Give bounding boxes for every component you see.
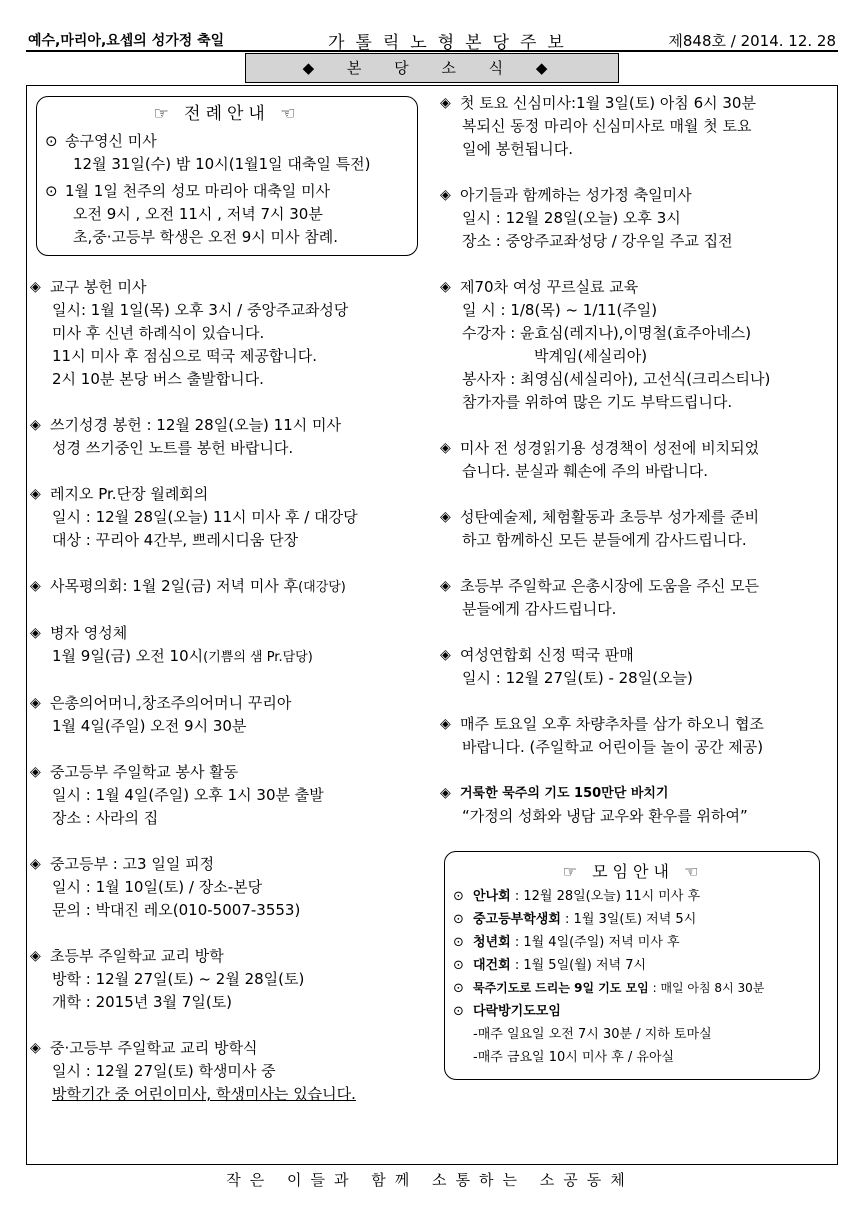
page-footer: 작은 이들과 함께 소통하는 소공동체: [226, 1171, 634, 1189]
notice-section: ◈ 병자 영성체 1월 9일(금) 오전 10시(기쁨의 샘 Pr.담당): [30, 624, 313, 665]
notice-section: ◈ 미사 전 성경읽기용 성경책이 성전에 비치되었 습니다. 분실과 훼손에 주의 바랍니다.: [440, 439, 760, 480]
notice-item: ⊙ 송구영신 미사 12월 31일(수) 밤 10시(1월1일 대축일 특전): [45, 132, 371, 173]
meeting-sub-line: -매주 일요일 오전 7시 30분 / 지하 토마실: [473, 1027, 712, 1042]
page-header: [28, 30, 836, 53]
meeting-item: ⊙ 대건회 : 1월 5일(월) 저녁 7시: [453, 954, 813, 977]
notice-section: ◈ 사목평의회: 1월 2일(금) 저녁 미사 후(대강당): [30, 575, 428, 599]
meeting-item: ⊙ 안나회 : 12월 28일(오늘) 11시 미사 후: [453, 885, 813, 908]
notice-item: ⊙ 1월 1일 천주의 성모 마리아 대축일 미사 오전 9시 , 오전 11시 , 저녁 7시 30분 초,중·고등부 학생은 오전 9시 미사 참례.: [45, 182, 339, 246]
notice-section: ◈ 레지오 Pr.단장 월례회의 일시 : 12월 28일(오늘) 11시 미사 후 / 대강당 대상 : 꾸리아 4간부, 쁘레시디움 단장: [30, 485, 358, 549]
notice-section: ◈ 초등부 주일학교 은총시장에 도움을 주신 모든 분들에게 감사드립니다.: [440, 577, 760, 618]
diamond-bullet-icon: ◈: [30, 417, 41, 433]
diamond-bullet-icon: ◈: [30, 625, 41, 641]
diamond-bullet-icon: ◈: [30, 578, 41, 594]
meeting-notice-box: [444, 851, 820, 1080]
issue-number: 제848호 / 2014. 12. 28: [668, 32, 836, 50]
right-column: [440, 92, 832, 1080]
circle-dot-icon: ⊙: [45, 182, 58, 200]
diamond-bullet-icon: ◈: [30, 1040, 41, 1056]
notice-section: ◈ 중고등부 주일학교 봉사 활동 일시 : 1월 4일(주일) 오후 1시 30분 출발 장소 : 사라의 집: [30, 763, 324, 827]
notice-section: ◈ 은총의어머니,창조주의어머니 꾸리아 1월 4일(주일) 오전 9시 30분: [30, 694, 292, 735]
notice-section: ◈ 초등부 주일학교 교리 방학 방학 : 12월 27일(토) ~ 2월 28일(토) 개학 : 2015년 3월 7일(토): [30, 947, 305, 1011]
notice-section: ◈ 제70차 여성 꾸르실료 교육 일 시 : 1/8(목) ~ 1/11(주일) 수강자 : 윤효심(레지나),이명철(효주아네스) 박계임(세실리아) 봉사자 : 최영심(세실리아), 고선식(크리스티나) 참가자를 위하여 많은 기도 부탁드립니다.: [440, 278, 771, 411]
meeting-item: ⊙ 다락방기도모임: [453, 1000, 813, 1023]
diamond-bullet-icon: ◈: [30, 948, 41, 964]
diamond-bullet-icon: ◈: [440, 647, 451, 663]
circle-dot-icon: ⊙: [453, 889, 464, 904]
diamond-bullet-icon: ◈: [30, 856, 41, 872]
diamond-bullet-icon: ◈: [30, 764, 41, 780]
circle-dot-icon: ⊙: [453, 912, 464, 927]
diamond-bullet-icon: ◈: [440, 578, 451, 594]
meeting-sub-line: -매주 금요일 10시 미사 후 / 유아실: [473, 1050, 675, 1065]
meeting-item: ⊙ 묵주기도로 드리는 9일 기도 모임 : 매일 아침 8시 30분: [453, 977, 813, 1000]
notice-section: ◈ 중·고등부 주일학교 교리 방학식 일시 : 12월 27일(토) 학생미사 중 방학기간 중 어린이미사, 학생미사는 있습니다.: [30, 1039, 356, 1103]
section-banner: ◆ 본 당 소 식 ◆: [245, 53, 619, 83]
diamond-bullet-icon: ◈: [30, 279, 41, 295]
meeting-item: ⊙ 중고등부학생회 : 1월 3일(토) 저녁 5시: [453, 908, 813, 931]
liturgy-notice-title: ☞ 전례안내 ☜: [153, 104, 301, 124]
circle-dot-icon: ⊙: [453, 958, 464, 973]
diamond-bullet-icon: ◈: [440, 509, 451, 525]
diamond-bullet-icon: ◈: [440, 279, 451, 295]
meeting-notice-title: ☞ 모임안내 ☜: [562, 862, 704, 881]
notice-section: ◈ 아기들과 함께하는 성가정 축일미사 일시 : 12월 28일(오늘) 오후 3시 장소 : 중앙주교좌성당 / 강우일 주교 집전: [440, 186, 733, 250]
notice-section: ◈ 매주 토요일 오후 차량추차를 삼가 하오니 협조 바랍니다. (주일학교 어린이들 놀이 공간 제공): [440, 715, 764, 756]
feast-title: 예수,마리아,요셉의 성가정 축일: [28, 33, 225, 49]
left-column: [30, 92, 428, 1129]
notice-section: ◈ 쓰기성경 봉헌 : 12월 28일(오늘) 11시 미사 성경 쓰기중인 노트를 봉헌 바랍니다.: [30, 416, 341, 457]
diamond-bullet-icon: ◈: [30, 486, 41, 502]
liturgy-notice-box: [36, 96, 418, 256]
circle-dot-icon: ⊙: [45, 132, 58, 150]
notice-section: ◈ 중고등부 : 고3 일일 피정 일시 : 1월 10일(토) / 장소-본당 문의 : 박대진 레오(010-5007-3553): [30, 855, 301, 919]
circle-dot-icon: ⊙: [453, 935, 464, 950]
circle-dot-icon: ⊙: [453, 981, 464, 996]
diamond-bullet-icon: ◈: [440, 440, 451, 456]
notice-section: ◈ 성탄예술제, 체험활동과 초등부 성가제를 준비 하고 함께하신 모든 분들에게 감사드립니다.: [440, 508, 760, 549]
diamond-bullet-icon: ◈: [30, 695, 41, 711]
bulletin-title: 가톨릭노형본당주보: [328, 33, 575, 53]
meeting-item: ⊙ 청년회 : 1월 4일(주일) 저녁 미사 후: [453, 931, 813, 954]
notice-section: ◈ 거룩한 묵주의 기도 150만단 바치기 “가정의 성화와 냉담 교우와 환우를 위하여”: [440, 782, 832, 828]
diamond-bullet-icon: ◈: [440, 95, 451, 111]
notice-section: ◈ 여성연합회 신정 떡국 판매 일시 : 12월 27일(토) - 28일(오늘): [440, 646, 693, 687]
header-divider: [26, 50, 838, 52]
circle-dot-icon: ⊙: [453, 1004, 464, 1019]
diamond-bullet-icon: ◈: [440, 785, 451, 801]
notice-section: ◈ 첫 토요 신심미사:1월 3일(토) 아침 6시 30분 복되신 동정 마리아 신심미사로 매월 첫 토요 일에 봉헌됩니다.: [440, 94, 756, 158]
diamond-bullet-icon: ◈: [440, 187, 451, 203]
diamond-bullet-icon: ◈: [440, 716, 451, 732]
notice-section: ◈ 교구 봉헌 미사 일시: 1월 1일(목) 오후 3시 / 중앙주교좌성당 미사 후 신년 하례식이 있습니다. 11시 미사 후 점심으로 떡국 제공합니다. 2시 10분 본당 버스 출발합니다.: [30, 278, 349, 388]
